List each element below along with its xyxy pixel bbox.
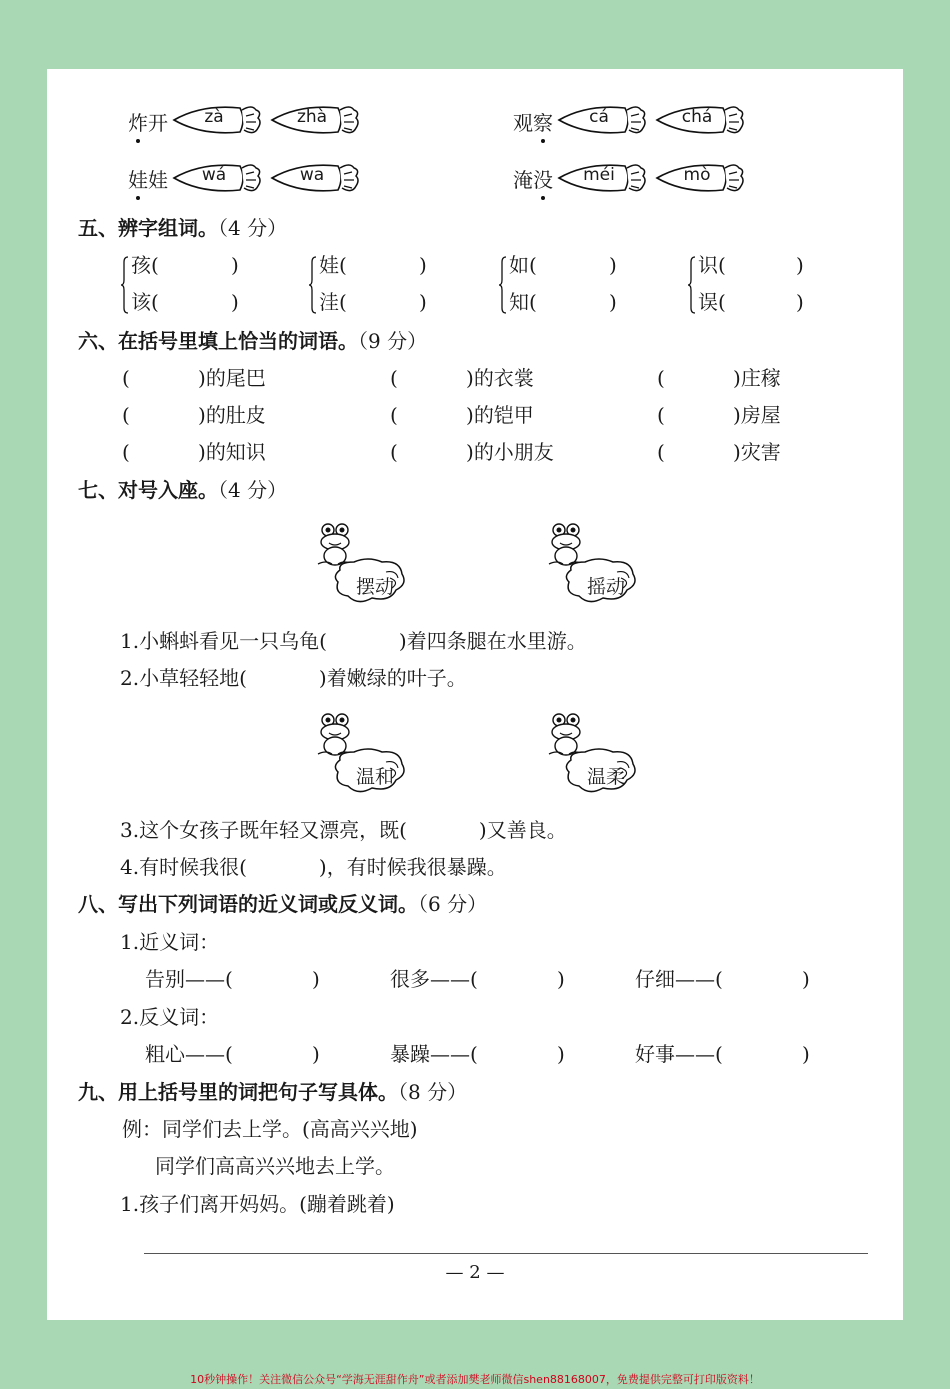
carrot-option[interactable]: wá — [172, 160, 262, 196]
section-title: 九、用上括号里的词把句子写具体。（8 分） — [78, 1080, 468, 1104]
question-2: 2.小草轻轻地( )着嫩绿的叶子。 — [120, 666, 467, 690]
carrot-option[interactable]: wa — [270, 160, 360, 196]
pair-word: 观察 — [513, 111, 553, 135]
group-top[interactable]: 如( — [509, 253, 537, 277]
pair-word: 娃娃 — [128, 168, 168, 192]
fill-blank[interactable]: ( — [657, 403, 665, 427]
antonym-item[interactable]: 暴躁——( — [390, 1042, 478, 1066]
frog-word-card[interactable]: 温和 — [310, 710, 410, 800]
synonym-item[interactable]: 仔细——( — [635, 967, 723, 991]
carrot-option[interactable]: méi — [557, 160, 647, 196]
phrase: )的尾巴 — [198, 366, 266, 390]
fill-blank[interactable]: ( — [390, 403, 398, 427]
phrase: )的小朋友 — [466, 440, 554, 464]
phrase: )灾害 — [733, 440, 781, 464]
fill-blank[interactable]: ( — [657, 440, 665, 464]
carrot-option[interactable]: zà — [172, 102, 262, 138]
synonym-label: 1.近义词： — [120, 930, 220, 954]
frog-word-card[interactable]: 摇动 — [541, 520, 641, 610]
close-paren: ) — [802, 1042, 810, 1066]
footer-divider — [144, 1253, 868, 1254]
example-sentence: 例：同学们去上学。(高高兴兴地) — [122, 1117, 418, 1141]
brace-icon — [498, 256, 508, 314]
section-title: 五、辨字组词。（4 分） — [78, 216, 288, 240]
carrot-option[interactable]: chá — [655, 102, 745, 138]
brace-icon — [120, 256, 130, 314]
phrase: )的铠甲 — [466, 403, 534, 427]
group-top[interactable]: 娃( — [319, 253, 347, 277]
section-title: 六、在括号里填上恰当的词语。（9 分） — [78, 329, 428, 353]
close-paren: ) — [231, 253, 239, 277]
synonym-item[interactable]: 很多——( — [390, 967, 478, 991]
group-top[interactable]: 孩( — [131, 253, 159, 277]
phrase: )的衣裳 — [466, 366, 534, 390]
group-bottom[interactable]: 该( — [131, 290, 159, 314]
group-bottom[interactable]: 误( — [698, 290, 726, 314]
synonym-item[interactable]: 告别——( — [145, 967, 233, 991]
phrase: )庄稼 — [733, 366, 781, 390]
carrot-option[interactable]: zhà — [270, 102, 360, 138]
fill-blank[interactable]: ( — [122, 440, 130, 464]
close-paren: ) — [419, 290, 427, 314]
group-bottom[interactable]: 知( — [509, 290, 537, 314]
fill-blank[interactable]: ( — [657, 366, 665, 390]
phrase: )的知识 — [198, 440, 266, 464]
pair-word: 炸开 — [128, 111, 168, 135]
carrot-option[interactable]: mò — [655, 160, 745, 196]
close-paren: ) — [796, 253, 804, 277]
group-top[interactable]: 识( — [698, 253, 726, 277]
fill-blank[interactable]: ( — [390, 366, 398, 390]
close-paren: ) — [557, 967, 565, 991]
section-title: 八、写出下列词语的近义词或反义词。（6 分） — [78, 892, 488, 916]
section-title: 七、对号入座。（4 分） — [78, 478, 288, 502]
fill-blank[interactable]: ( — [390, 440, 398, 464]
close-paren: ) — [802, 967, 810, 991]
promo-banner: 10秒钟操作！关注微信公众号“学海无涯甜作舟”或者添加樊老师微信shen88168007，免费提供完整可打印版资料！ — [190, 1373, 760, 1386]
close-paren: ) — [609, 290, 617, 314]
close-paren: ) — [796, 290, 804, 314]
close-paren: ) — [312, 1042, 320, 1066]
antonym-item[interactable]: 粗心——( — [145, 1042, 233, 1066]
frog-word-card[interactable]: 温柔 — [541, 710, 641, 800]
antonym-label: 2.反义词： — [120, 1005, 220, 1029]
question-1: 1.孩子们离开妈妈。(蹦着跳着) — [120, 1192, 395, 1216]
close-paren: ) — [231, 290, 239, 314]
fill-blank[interactable]: ( — [122, 403, 130, 427]
brace-icon — [687, 256, 697, 314]
close-paren: ) — [557, 1042, 565, 1066]
brace-icon — [308, 256, 318, 314]
phrase: )房屋 — [733, 403, 781, 427]
close-paren: ) — [312, 967, 320, 991]
fill-blank[interactable]: ( — [122, 366, 130, 390]
question-4: 4.有时候我很( )，有时候我很暴躁。 — [120, 855, 507, 879]
phrase: )的肚皮 — [198, 403, 266, 427]
close-paren: ) — [419, 253, 427, 277]
question-3: 3.这个女孩子既年轻又漂亮，既( )又善良。 — [120, 818, 567, 842]
frog-word-card[interactable]: 摆动 — [310, 520, 410, 610]
question-1: 1.小蝌蚪看见一只乌龟( )着四条腿在水里游。 — [120, 629, 587, 653]
group-bottom[interactable]: 洼( — [319, 290, 347, 314]
close-paren: ) — [609, 253, 617, 277]
pair-word: 淹没 — [513, 168, 553, 192]
antonym-item[interactable]: 好事——( — [635, 1042, 723, 1066]
example-answer: 同学们高高兴兴地去上学。 — [155, 1154, 395, 1178]
carrot-option[interactable]: cá — [557, 102, 647, 138]
page-number: — 2 — — [445, 1262, 505, 1283]
